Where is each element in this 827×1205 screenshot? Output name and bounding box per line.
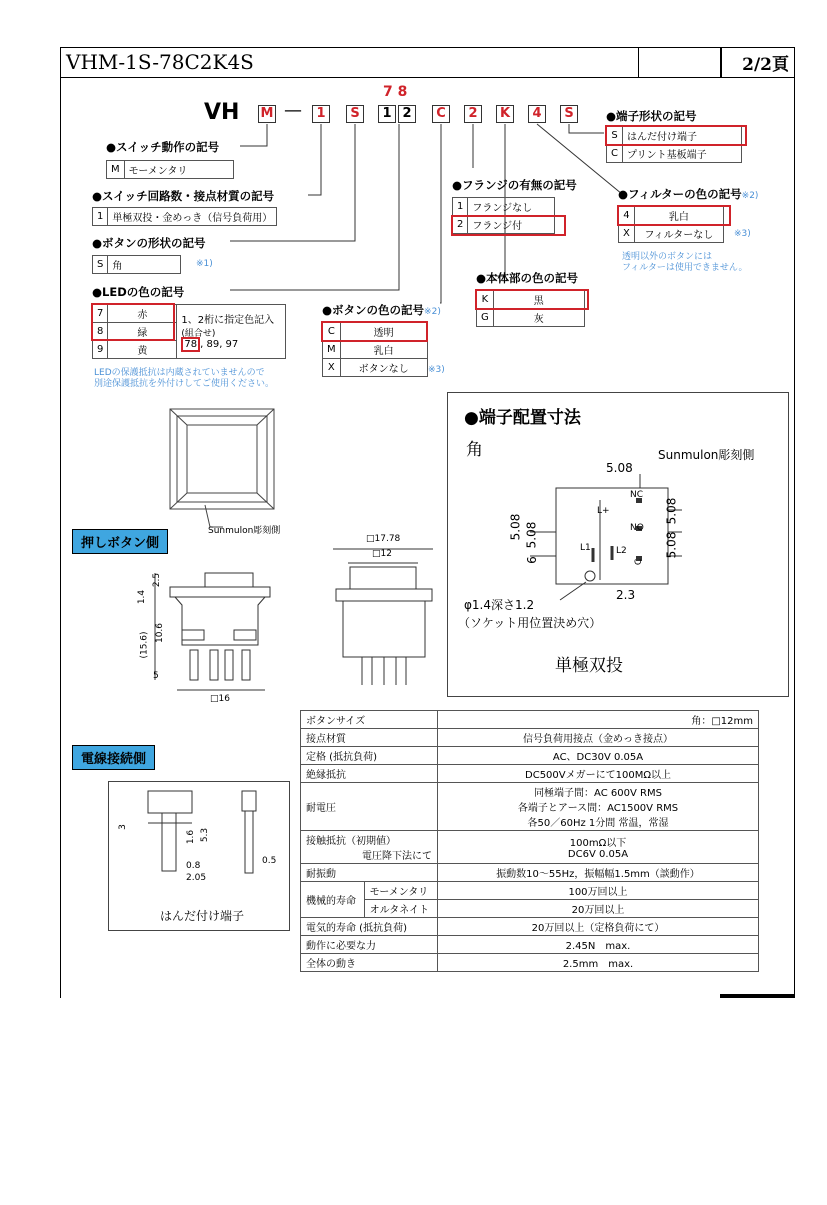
spec-key: [301, 882, 438, 918]
spec-key: 全体の動き: [301, 954, 438, 972]
layout-dim: 5.08: [524, 521, 539, 549]
label-cell: 乳白: [634, 207, 723, 225]
spec-key-line: 機械的寿命: [301, 882, 364, 917]
spec-value: [438, 831, 759, 864]
dim-label: 1.4: [137, 589, 148, 605]
spec-key: 耐電圧: [301, 783, 438, 831]
label-cell: ボタンなし: [340, 359, 427, 377]
led-color-title: ●LEDの色の記号: [92, 285, 185, 299]
spec-key: 耐振動: [301, 864, 438, 882]
spec-key: [301, 831, 438, 864]
code-cell: 2: [453, 216, 468, 234]
spec-value: 2.5mm max.: [438, 954, 759, 972]
spec-key-line: 電圧降下法にて: [362, 851, 432, 862]
dim-label: □17.78: [366, 534, 401, 544]
spec-key: ボタンサイズ: [301, 711, 438, 729]
filter-note: ※2): [741, 191, 759, 201]
layout-shape: 角: [466, 440, 483, 460]
combo-line1: 1、2桁に指定色記入: [181, 315, 275, 326]
spec-value: 角：□12mm: [438, 711, 759, 729]
front-view-drawing: [165, 405, 305, 540]
layout-dim: 6: [524, 556, 539, 564]
label-cell: 黒: [493, 291, 584, 309]
spec-key-line: 接触抵抗（初期値）: [306, 836, 396, 847]
label-cell: 透明: [340, 323, 427, 341]
filter-warning-1: 透明以外のボタンには: [622, 252, 713, 262]
layout-sunmulon: Sunmulon彫刻側: [658, 448, 755, 462]
button-shape-title: ●ボタンの形状の記号: [92, 236, 206, 250]
switch-action-table: [106, 160, 234, 179]
code-cell: 1: [93, 208, 108, 226]
pin-label: L+: [597, 506, 610, 516]
spec-table: [300, 710, 759, 972]
led-digits: 7 8: [383, 84, 408, 100]
page-number: 2/2頁: [742, 55, 789, 75]
part-prefix: VH: [204, 100, 240, 125]
spec-key: 定格 (抵抗負荷): [301, 747, 438, 765]
circuit-table: [92, 207, 277, 226]
filter-warning-2: フィルターは使用できません。: [622, 263, 748, 273]
code-box: S: [560, 105, 578, 123]
spec-value: 20万回以上（定格負荷にて）: [438, 918, 759, 936]
spec-key: 接点材質: [301, 729, 438, 747]
layout-type: 単極双投: [555, 656, 623, 676]
label-cell: モーメンタリ: [124, 161, 233, 179]
layout-dim: 5.08: [606, 461, 633, 475]
combo-rest: , 89, 97: [200, 339, 239, 350]
front-elevation-drawing: [328, 545, 438, 695]
highlight-box: [475, 289, 589, 310]
label-cell: 角: [108, 256, 181, 274]
hole-label: φ1.4深さ1.2: [464, 598, 535, 612]
solder-caption: はんだ付け端子: [160, 909, 245, 923]
spec-line: 20万回以上: [571, 905, 625, 916]
code-cell: C: [323, 323, 341, 341]
dim-label: 2.5: [152, 572, 163, 588]
code-box: 4: [528, 105, 546, 123]
push-side-label: 押しボタン側: [72, 529, 168, 554]
spec-value: DC500Vメガーにて100MΩ以上: [438, 765, 759, 783]
spec-line: 各50／60Hz 1分間 常温，常湿: [527, 818, 669, 829]
code-cell: S: [607, 127, 623, 145]
spec-sub: モーメンタリ: [364, 882, 437, 900]
combo-values: [181, 339, 281, 350]
spec-key: 動作に必要な力: [301, 936, 438, 954]
switch-action-title: ●スイッチ動作の記号: [106, 140, 220, 154]
code-cell: M: [323, 341, 341, 359]
spec-sub: オルタネイト: [369, 905, 429, 916]
shape-note: ※1): [196, 259, 213, 269]
label-cell: フィルターなし: [634, 225, 723, 243]
circuit-title: ●スイッチ回路数・接点材質の記号: [92, 189, 275, 203]
highlight-box: [617, 205, 731, 226]
led-warning-1: LEDの保護抵抗は内蔵されていませんので: [94, 368, 265, 378]
pin-label: C: [634, 558, 645, 566]
spec-line: 同極端子間：AC 600V RMS: [534, 788, 662, 799]
code-cell: S: [93, 256, 108, 274]
code-cell: 1: [453, 198, 468, 216]
highlight-box: [605, 125, 747, 146]
pin-label: NO: [630, 523, 644, 533]
code-box: M: [258, 105, 276, 123]
dim-label: (15.6): [139, 631, 150, 659]
dim-label: 10.6: [155, 622, 166, 644]
code-cell: C: [607, 145, 623, 163]
button-shape-table: [92, 255, 181, 274]
code-cell: 9: [93, 341, 108, 359]
label-cell: プリント基板端子: [622, 145, 741, 163]
button-color-x-note: ※3): [428, 365, 445, 375]
label-cell: 黄: [108, 341, 177, 359]
dim-label: □12: [372, 549, 392, 559]
dim-label: 5: [153, 671, 159, 681]
label-cell: 緑: [108, 323, 177, 341]
code-cell: M: [107, 161, 125, 179]
code-cell: 7: [93, 305, 108, 323]
pin-label: L1: [580, 543, 591, 553]
code-box: C: [432, 105, 450, 123]
code-cell: X: [619, 225, 635, 243]
combo-line2: (組合せ): [181, 329, 216, 339]
bottom-bar: [720, 994, 794, 998]
hole-note: （ソケット用位置決め穴）: [458, 616, 602, 630]
pin-label: L2: [616, 546, 627, 556]
pin-label: NC: [630, 490, 644, 500]
terminal-title: ●端子形状の記号: [606, 109, 697, 123]
terminal-dim: 5.3: [200, 827, 211, 843]
code-cell: K: [477, 291, 494, 309]
led-warning-2: 別途保護抵抗を外付けしてご使用ください。: [94, 379, 275, 389]
label-cell: 灰: [493, 309, 584, 327]
spec-value: 信号負荷用接点（金めっき接点）: [438, 729, 759, 747]
code-box: 2: [398, 105, 416, 123]
label-cell: フランジなし: [468, 198, 555, 216]
spec-line: DC6V 0.05A: [567, 849, 629, 860]
terminal-dim: 0.8: [186, 861, 201, 871]
spec-key: 絶縁抵抗: [301, 765, 438, 783]
spec-value: 2.45N max.: [438, 936, 759, 954]
terminal-dim: 3: [117, 824, 128, 830]
side-view-drawing: [130, 565, 280, 715]
code-box: 2: [464, 105, 482, 123]
spec-value: AC、DC30V 0.05A: [438, 747, 759, 765]
code-cell: G: [477, 309, 494, 327]
filter-title: [618, 186, 758, 202]
filter-x-note: ※3): [734, 229, 751, 239]
layout-dim: 5.08: [664, 531, 679, 559]
spec-value: 振動数10〜55Hz，振幅幅1.5mm（談動作）: [438, 864, 759, 882]
spec-value: [438, 783, 759, 831]
highlight-box: [451, 215, 566, 236]
button-color-note: ※2): [424, 307, 441, 317]
spec-line: 各端子とアース間：AC1500V RMS: [517, 803, 679, 814]
label-cell: 赤: [108, 305, 177, 323]
spec-key: 電気的寿命 (抵抗負荷): [301, 918, 438, 936]
code-cell: X: [323, 359, 341, 377]
code-dash: —: [284, 100, 302, 121]
layout-dim: 5.08: [508, 513, 523, 541]
wire-side-label: 電線接続側: [72, 745, 155, 770]
body-color-title: ●本体部の色の記号: [476, 271, 579, 285]
dim-label: □16: [210, 694, 230, 704]
code-cell: 8: [93, 323, 108, 341]
layout-dim: 5.08: [664, 497, 679, 525]
layout-dim: 2.3: [616, 588, 636, 602]
filter-title-text: ●フィルターの色の記号: [618, 187, 742, 201]
label-cell: フランジ付: [468, 216, 555, 234]
code-box: S: [346, 105, 364, 123]
highlight-box: [91, 303, 175, 341]
terminal-dim: 2.05: [186, 873, 207, 883]
button-color-title: [322, 302, 441, 318]
highlight-box: [321, 321, 428, 342]
combo-cell: [177, 305, 286, 359]
terminal-dim: 0.5: [262, 856, 277, 866]
doc-title: VHM-1S-78C2K4S: [66, 50, 254, 74]
spec-line: 100万回以上: [438, 882, 758, 900]
spec-value: [438, 882, 759, 918]
spec-line: 100mΩ以下: [569, 838, 627, 849]
layout-title: ●端子配置寸法: [464, 408, 581, 428]
code-box: K: [496, 105, 514, 123]
code-cell: 4: [619, 207, 635, 225]
code-box: 1: [378, 105, 396, 123]
button-color-title-text: ●ボタンの色の記号: [322, 303, 425, 317]
label-cell: 乳白: [340, 341, 427, 359]
flange-title: ●フランジの有無の記号: [452, 178, 577, 192]
label-cell: 単極双投・金めっき（信号負荷用）: [108, 208, 277, 226]
terminal-dim: 1.6: [186, 829, 197, 845]
code-box: 1: [312, 105, 330, 123]
sunmulon-label: Sunmulon彫刻側: [208, 526, 281, 536]
combo-highlight: 78: [181, 337, 200, 352]
label-cell: はんだ付け端子: [622, 127, 741, 145]
